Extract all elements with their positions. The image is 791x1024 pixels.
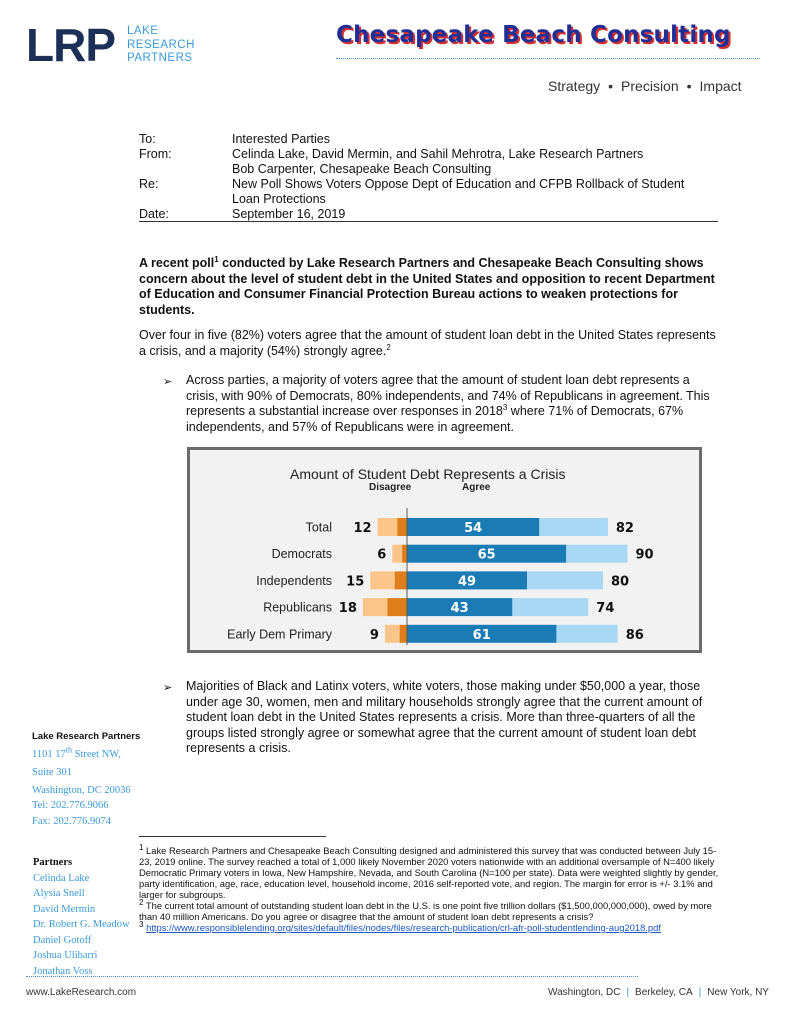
crisis-bar-chart xyxy=(190,450,700,650)
legend-agree: Agree xyxy=(462,482,491,493)
disagree-value-label: 6 xyxy=(377,547,387,563)
partners-heading: Partners xyxy=(33,857,73,868)
chart-title: Amount of Student Debt Represents a Crisis xyxy=(290,466,566,482)
footnote-link[interactable]: https://www.responsiblelending.org/sites/default/files/nodes/files/research-publication/crl-afr-poll-studentlending-aug2018.pdf xyxy=(146,922,661,933)
strong-agree-value-label: 61 xyxy=(472,627,491,643)
memo-divider xyxy=(139,221,718,222)
bullet-arrow-icon: ➢ xyxy=(163,376,173,388)
memo-to-label: To: xyxy=(139,132,156,146)
bar-somewhat-disagree xyxy=(363,598,388,616)
memo-re-label: Re: xyxy=(139,177,159,191)
bar-somewhat-agree xyxy=(539,518,608,536)
address-sup: th xyxy=(65,745,72,755)
footnote-ref: 2 xyxy=(386,342,391,352)
location-sep: | xyxy=(626,987,630,998)
bullet-party-text xyxy=(186,373,719,435)
partner-name: Jonathan Voss xyxy=(33,965,93,977)
bar-somewhat-disagree xyxy=(392,545,402,563)
lrp-logo: LRP xyxy=(26,19,115,71)
location: Washington, DC xyxy=(548,987,621,998)
bar-somewhat-agree xyxy=(527,571,603,589)
lrp-logo-name xyxy=(127,25,195,66)
tagline-sep: • xyxy=(686,78,692,94)
category-label: Independents xyxy=(256,573,332,588)
memo-date-value: September 16, 2019 xyxy=(232,207,346,221)
strong-agree-value-label: 43 xyxy=(450,601,469,617)
strong-agree-value-label: 49 xyxy=(457,574,477,590)
footnote-divider xyxy=(139,836,326,837)
footnote-text: The current total amount of outstanding student loan debt in the U.S. is one point five trillion dollars ($1,500,000,000,000), owed by more than 40 million Americans. Do you agree or disagree that the amount of student loan debt represents a crisis? xyxy=(139,900,712,922)
agree-total-value-label: 82 xyxy=(615,521,634,536)
location: New York, NY xyxy=(707,987,769,998)
fax-number: Fax: 202.776.9074 xyxy=(32,816,112,827)
bullet-text: where 71% of Democrats, 67% independents, and 57% of Republicans were in agreement. xyxy=(186,404,684,434)
partner-name: Alysia Snell xyxy=(33,888,85,899)
bar-strong-disagree xyxy=(400,625,407,643)
legend-disagree: Disagree xyxy=(369,482,412,493)
footnote-3 xyxy=(139,919,724,933)
memo-re-line: New Poll Shows Voters Oppose Dept of Education and CFPB Rollback of Student xyxy=(232,177,685,191)
partner-name: Daniel Gotoff xyxy=(33,934,92,946)
address-line: Washington, DC 20036 xyxy=(32,785,131,796)
footnotes xyxy=(139,842,724,933)
memo-from-value xyxy=(232,147,643,177)
bar-strong-disagree xyxy=(395,571,407,589)
summary-text: Over four in five (82%) voters agree that the amount of student loan debt in the United States represents a crisis, and a majority (54%) strongly agree. xyxy=(139,328,716,358)
bar-somewhat-disagree xyxy=(370,571,395,589)
footer-divider xyxy=(26,976,638,977)
sidebar-contact xyxy=(32,798,111,830)
partner-name: Celinda Lake xyxy=(33,872,90,884)
footnote-ref: 3 xyxy=(502,402,508,412)
address-line xyxy=(32,746,140,764)
bar-strong-disagree xyxy=(387,598,407,616)
lrp-name-line: LAKE xyxy=(127,25,159,37)
lead-text: conducted by Lake Research Partners and Chesapeake Beach Consulting shows concern about the level of student debt in the United States and opposition to recent Department of Education and Consumer Financial Protection Bureau actions to weaken protections for students. xyxy=(139,256,715,317)
bar-somewhat-agree xyxy=(556,625,617,643)
footer-locations xyxy=(548,987,769,998)
sidebar-org: Lake Research Partners xyxy=(32,731,141,742)
memo-from-line: Celinda Lake, David Mermin, and Sahil Mehrotra, Lake Research Partners xyxy=(232,147,644,161)
location-sep: | xyxy=(698,987,702,998)
bar-somewhat-disagree xyxy=(378,518,398,536)
footnote-2 xyxy=(139,897,724,922)
summary-paragraph xyxy=(139,328,719,359)
memo-date-label: Date: xyxy=(139,207,169,221)
sidebar-address xyxy=(32,728,140,800)
category-label: Total xyxy=(305,520,332,535)
bullet-text: Across parties, a majority of voters agree that the amount of student loan debt represents a crisis, with 90% of Democrats, 80% independents, and 74% of Republicans in agreement. This represents a substantial increase over responses in 2018 xyxy=(186,373,710,418)
bullet-arrow-icon: ➢ xyxy=(163,682,173,694)
header-divider xyxy=(336,58,760,59)
location: Berkeley, CA xyxy=(635,987,693,998)
disagree-value-label: 12 xyxy=(353,521,372,536)
tagline-word: Precision xyxy=(621,78,679,94)
tagline-word: Strategy xyxy=(548,78,601,94)
partner-name: David Mermin xyxy=(33,903,96,915)
lead-paragraph xyxy=(139,256,719,318)
memo-from-label: From: xyxy=(139,147,172,161)
address-text: Street NW, xyxy=(71,749,121,760)
category-label: Democrats xyxy=(271,547,332,562)
tagline-word: Impact xyxy=(699,78,742,94)
agree-total-value-label: 90 xyxy=(635,547,654,563)
bar-somewhat-disagree xyxy=(385,625,400,643)
category-label: Early Dem Primary xyxy=(227,627,332,642)
address-text: 1101 17 xyxy=(32,749,66,760)
bullet-groups-text: Majorities of Black and Latinx voters, white voters, those making under $50,000 a year, those under age 30, women, men and military households strongly agree that the current amount of student loan debt in the United States represents a crisis. More than three-quarters of all the groups listed strongly agree or somewhat agree that the current amount of student loan debt represents a crisis. xyxy=(186,679,703,755)
agree-total-value-label: 80 xyxy=(611,574,630,590)
bar-strong-disagree xyxy=(397,518,407,536)
footnote-num: 1 xyxy=(139,842,144,852)
bar-somewhat-agree xyxy=(512,598,588,616)
category-label: Republicans xyxy=(263,600,332,615)
lead-text: A recent poll xyxy=(139,256,215,270)
agree-total-value-label: 86 xyxy=(625,627,644,643)
address-line: Suite 301 xyxy=(32,767,72,778)
disagree-value-label: 15 xyxy=(346,574,365,590)
lrp-name-line: RESEARCH xyxy=(127,38,195,51)
footnote-num: 2 xyxy=(139,897,144,907)
tagline-sep: • xyxy=(608,78,614,94)
bar-somewhat-agree xyxy=(566,545,627,563)
bar-strong-disagree xyxy=(402,545,407,563)
memo-from-line: Bob Carpenter, Chesapeake Beach Consulting xyxy=(232,162,492,176)
strong-agree-value-label: 65 xyxy=(477,547,496,563)
tagline xyxy=(548,78,742,94)
footnote-ref: 1 xyxy=(214,254,219,264)
footer-website-link[interactable]: www.LakeResearch.com xyxy=(26,987,137,998)
partner-name: Dr. Robert G. Meadow xyxy=(33,919,130,930)
footnote-text: Lake Research Partners and Chesapeake Beach Consulting designed and administered this survey that was conducted between July 15-23, 2019 online. The survey reached a total of 1,000 likely November 2020 voters nationwide with an additional oversample of N=400 likely Democratic Primary voters in Iowa, New Hampshire, Nevada, and South Carolina (N=100 per state). Data were weighted slightly by gender, party identification, age, race, education level, household income, 2016 self-reported vote, and region. The margin for error is +/- 3.1% and larger for subgroups. xyxy=(139,845,719,900)
footnote-num: 3 xyxy=(139,919,144,929)
memo-to-value: Interested Parties xyxy=(232,132,330,146)
sidebar-partners xyxy=(33,855,130,979)
footnote-1 xyxy=(139,842,724,900)
strong-agree-value-label: 54 xyxy=(464,521,483,536)
phone-number[interactable]: Tel: 202.776.9066 xyxy=(32,800,109,811)
partner-name: Joshua Ulibarri xyxy=(33,950,98,961)
agree-total-value-label: 74 xyxy=(596,601,615,617)
memo-re-value xyxy=(232,177,684,207)
partner-logo-title: Chesapeake Beach Consulting xyxy=(336,22,731,48)
disagree-value-label: 18 xyxy=(338,601,357,617)
disagree-value-label: 9 xyxy=(369,627,379,643)
lrp-name-line: PARTNERS xyxy=(127,52,193,64)
memo-re-line: Loan Protections xyxy=(232,192,326,206)
